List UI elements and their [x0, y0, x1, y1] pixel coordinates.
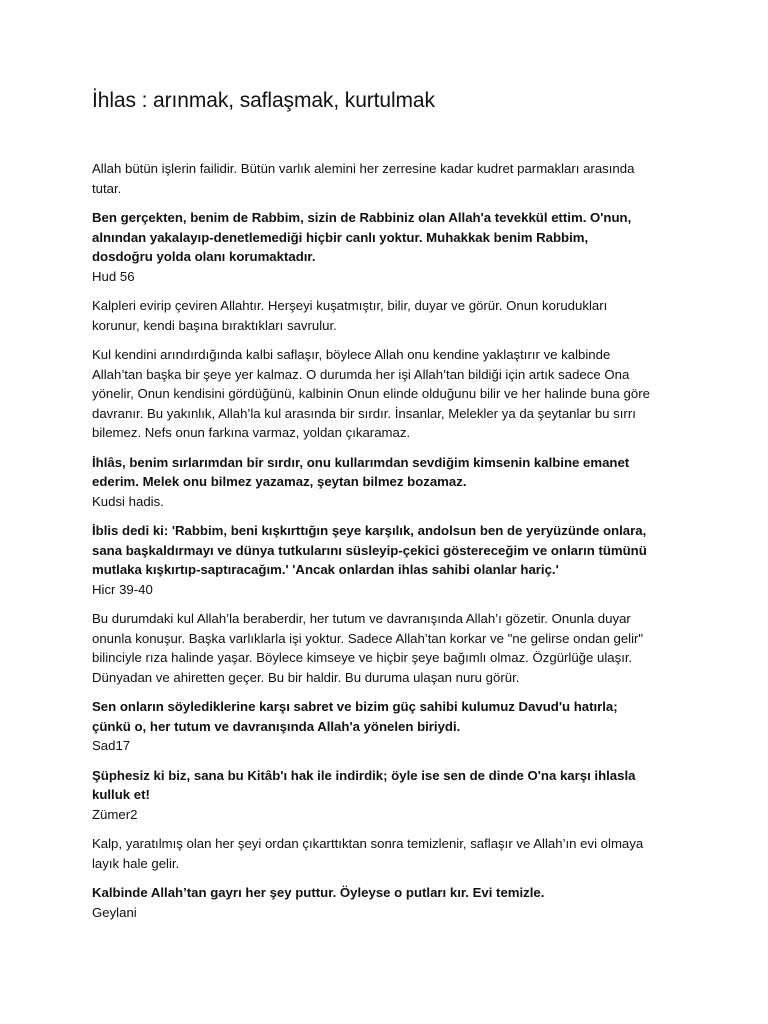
page-title: İhlas : arınmak, saflaşmak, kurtulmak: [92, 89, 435, 112]
paragraph-3: [92, 296, 652, 335]
paragraph-4: [92, 345, 652, 443]
quote-text: İhlâs, benim sırlarımdan bir sırdır, onu kullarımdan sevdiğim kimsenin kalbine emanet ederim. Melek onu bilmez yazamaz, şeytan bilmez bozamaz.: [92, 454, 630, 489]
paragraph-1: [92, 159, 652, 198]
quote-source: Hicr 39-40: [92, 581, 153, 597]
paragraph-text: Kalpleri evirip çeviren Allahtır. Herşeyi kuşatmıştır, bilir, duyar ve görür. Onun korudukları korunur, kendi başına bıraktıkları savrulur.: [92, 298, 608, 333]
quote-text: Kalbinde Allah’tan gayrı her şey puttur. Öyleyse o putları kır. Evi temizle.: [92, 885, 545, 900]
paragraph-text: Kalp, yaratılmış olan her şeyi ordan çıkarttıktan sonra temizlenir, saflaşır ve Allah’ın evi olmaya layık hale gelir.: [92, 836, 644, 871]
paragraph-9: [92, 766, 652, 825]
quote-text: Şüphesiz ki biz, sana bu Kitâb'ı hak ile indirdik; öyle ise sen de dinde O'na karşı ihlasla kulluk et!: [92, 767, 636, 802]
paragraph-6: [92, 521, 652, 599]
paragraph-8: [92, 697, 652, 756]
paragraph-text: Allah bütün işlerin failidir. Bütün varlık alemini her zerresine kadar kudret parmakları arasında tutar.: [92, 161, 635, 196]
quote-source: Geylani: [92, 904, 137, 920]
document-page: [92, 88, 652, 932]
quote-source: Zümer2: [92, 806, 138, 822]
paragraph-10: [92, 834, 652, 873]
paragraph-text: Bu durumdaki kul Allah’la beraberdir, her tutum ve davranışında Allah’ı gözetir. Onunla duyar onunla konuşur. Başka varlıklarla işi yoktur. Sadece Allah’tan korkar ve "ne gelirse ondan gelir" bilinciyle rıza halinde yaşar. Böylece kimseye ve hiçbir şeye bağımlı olmaz. Özgürlüğe ulaşır. Dünyadan ve ahiretten geçer. Bu bir haldir. Bu duruma ulaşan nuru görür.: [92, 611, 644, 685]
quote-source: Sad17: [92, 738, 131, 753]
paragraph-7: [92, 609, 652, 687]
paragraph-text: Kul kendini arındırdığında kalbi saflaşır, böylece Allah onu kendine yaklaştırır ve kalbinde Allah’tan başka bir şeye yer kalmaz. O durumda her işi Allah’tan bildiği için artık sadece Ona yönelir, Onun kendisini gördüğünü, kalbinin Onun elinde olduğunu bilir ve her halinde buna göre davranır. Bu yakınlık, Allah’la kul arasında bir sırdır. İnsanlar, Melekler ya da şeytanlar bu sırrı bilemez. Nefs onun farkına varmaz, yoldan çıkaramaz.: [92, 347, 650, 440]
quote-text: Sen onların söylediklerine karşı sabret ve bizim güç sahibi kulumuz Davud'u hatırla; çünkü o, her tutum ve davranışında Allah'a yönelen biriydi.: [92, 699, 618, 734]
quote-source: Hud 56: [92, 268, 135, 284]
paragraph-5: [92, 453, 652, 512]
quote-source: Kudsi hadis.: [92, 493, 164, 509]
paragraph-11: [92, 883, 652, 922]
quote-text: İblis dedi ki: 'Rabbim, beni kışkırttığın şeye karşılık, andolsun ben de yeryüzünde onlara, sana başkaldırmayı ve dünya tutkularını süsleyip-çekici göstereceğim ve onların tümünü mutlaka kışkırtıp-saptıracağım.' 'Ancak onlardan ihlas sahibi olanlar hariç.': [92, 523, 647, 577]
quote-text: Ben gerçekten, benim de Rabbim, sizin de Rabbiniz olan Allah'a tevekkül ettim. O'nun, alnından yakalayıp-denetlemediği hiçbir canlı yoktur. Muhakkak benim Rabbim, dosdoğru yolda olanı korumaktadır.: [92, 210, 632, 264]
paragraph-2: [92, 208, 652, 286]
